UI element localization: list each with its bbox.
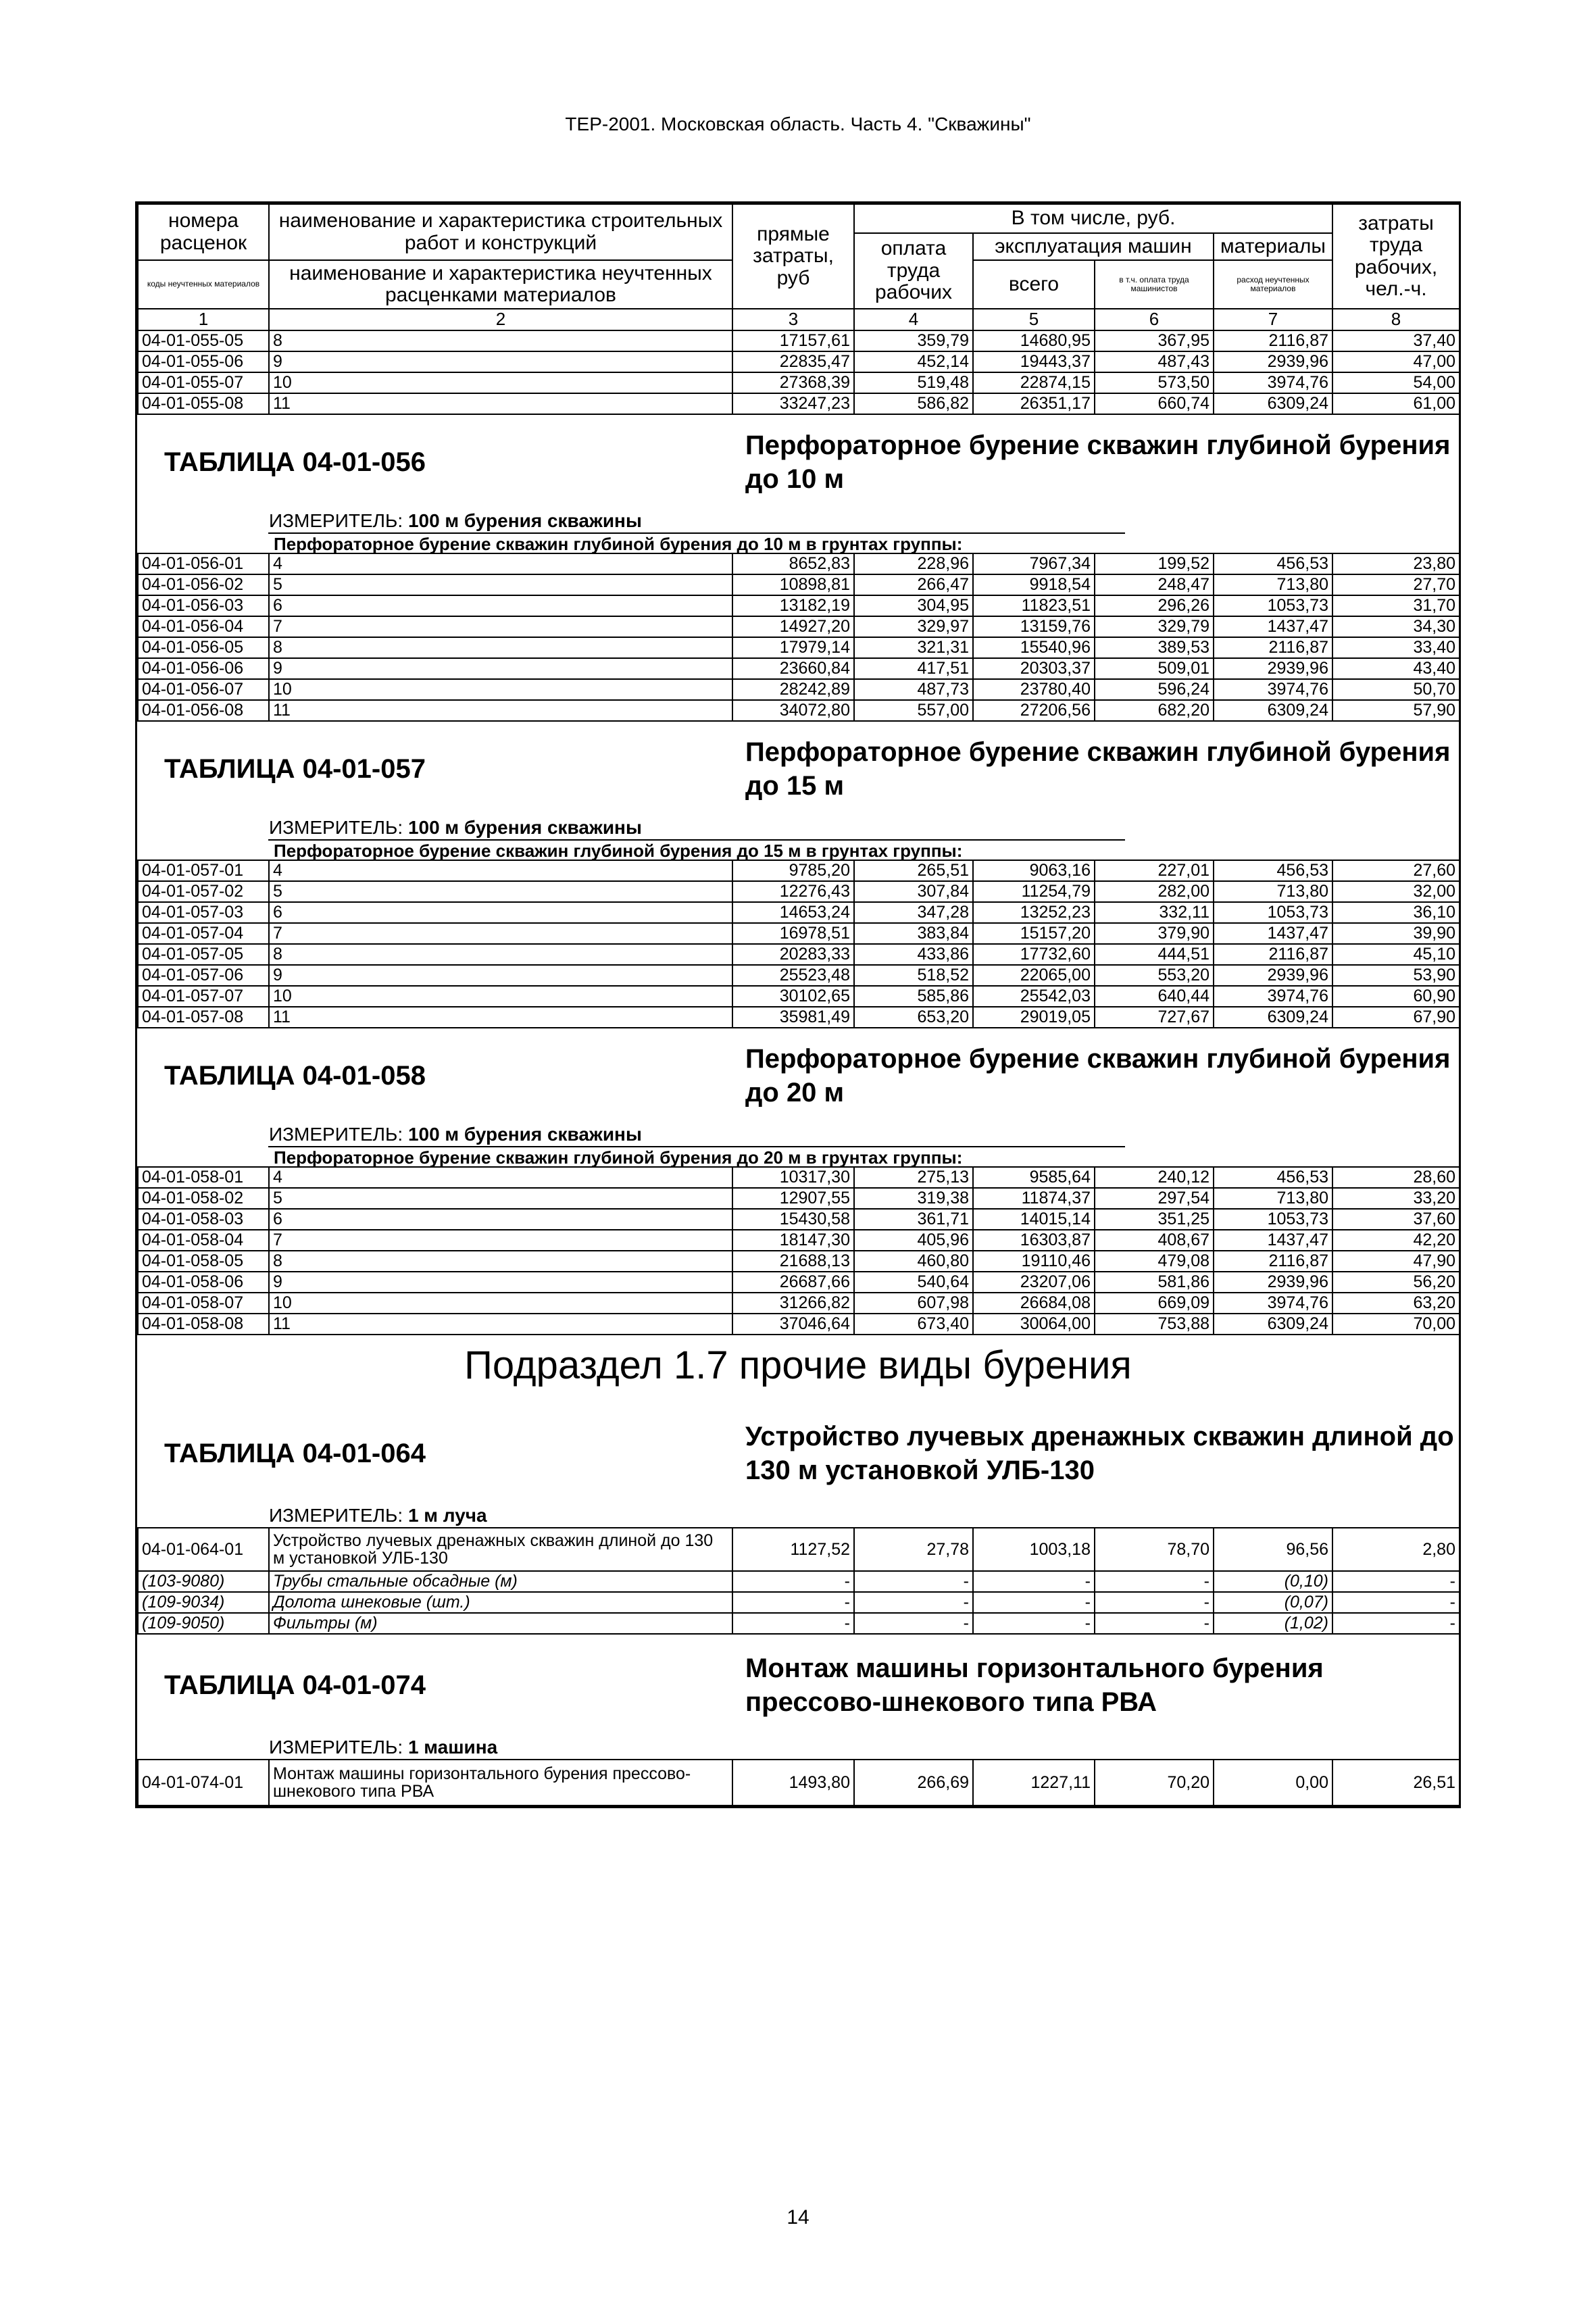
rate-code: 04-01-055-06 xyxy=(138,351,269,372)
table-row: 04-01-056-01 4 8652,83 228,96 7967,34 199,52 456,53 23,80 xyxy=(138,553,1460,574)
measure-line: ИЗМЕРИТЕЛЬ: 1 м луча xyxy=(269,1505,487,1526)
column-numbers-row xyxy=(138,309,1460,330)
rates-table xyxy=(137,1166,1460,1335)
work-group: 9 xyxy=(269,351,732,372)
table-block-074 xyxy=(137,1635,1459,1806)
table-row: 04-01-056-03 6 13182,19 304,95 11823,51 296,26 1053,73 31,70 xyxy=(138,595,1460,616)
rate-code: 04-01-057-06 xyxy=(138,965,269,986)
measure-line: ИЗМЕРИТЕЛЬ: 100 м бурения скважины xyxy=(269,510,642,531)
table-id: ТАБЛИЦА 04-01-058 xyxy=(164,1060,426,1091)
col-code-subheader: коды неучтенных материалов xyxy=(138,260,269,309)
table-title: Монтаж машины горизонтального бурения прессово-шнекового типа РВА xyxy=(745,1653,1324,1717)
table-row: 04-01-057-02 5 12276,43 307,84 11254,79 282,00 713,80 32,00 xyxy=(138,881,1460,902)
col-code-header: номера расценок xyxy=(138,204,269,260)
work-group: 11 xyxy=(269,700,732,721)
work-group: 7 xyxy=(269,923,732,944)
rate-code: 04-01-074-01 xyxy=(138,1760,269,1806)
rate-code: 04-01-055-07 xyxy=(138,372,269,393)
measure-line: ИЗМЕРИТЕЛЬ: 100 м бурения скважины xyxy=(269,1124,642,1145)
col-incl-group-header: В том числе, руб. xyxy=(854,204,1332,233)
work-group: 10 xyxy=(269,1293,732,1314)
work-group: 4 xyxy=(269,553,732,574)
work-group: 7 xyxy=(269,1230,732,1251)
work-group: 8 xyxy=(269,944,732,965)
work-group: 8 xyxy=(269,637,732,658)
table-row: 04-01-056-05 8 17979,14 321,31 15540,96 389,53 2116,87 33,40 xyxy=(138,637,1460,658)
table-row: 04-01-064-01 Устройство лучевых дренажных скважин длиной до 130 м установкой УЛБ-130 1127,52 27,78 1003,18 78,70 96,56 2,80 xyxy=(138,1528,1460,1571)
work-group: 6 xyxy=(269,1209,732,1230)
group-heading: Перфораторное бурение скважин глубиной бурения до 20 м в грунтах группы: xyxy=(268,1146,1125,1166)
table-row: 04-01-055-07 10 27368,39 519,48 22874,15 573,50 3974,76 54,00 xyxy=(138,372,1460,393)
rate-code: 04-01-057-01 xyxy=(138,860,269,881)
table-row: 04-01-057-07 10 30102,65 585,86 25542,03 640,44 3974,76 60,90 xyxy=(138,986,1460,1007)
table-row: 04-01-056-04 7 14927,20 329,97 13159,76 329,79 1437,47 34,30 xyxy=(138,616,1460,637)
rate-code: 04-01-056-02 xyxy=(138,574,269,595)
work-group: 11 xyxy=(269,1007,732,1028)
table-block-064 xyxy=(137,1403,1459,1635)
work-group: 11 xyxy=(269,1314,732,1335)
work-group: 5 xyxy=(269,1188,732,1209)
rates-table-064 xyxy=(137,1527,1460,1635)
table-row: 04-01-057-05 8 20283,33 433,86 17732,60 444,51 2116,87 45,10 xyxy=(138,944,1460,965)
work-group: Долота шнековые (шт.) xyxy=(269,1592,732,1613)
column-number: 3 xyxy=(732,309,854,330)
page-header: ТЕР-2001. Московская область. Часть 4. "Скважины" xyxy=(565,114,1031,134)
column-number: 5 xyxy=(973,309,1095,330)
work-group: 10 xyxy=(269,986,732,1007)
rate-code: 04-01-058-03 xyxy=(138,1209,269,1230)
rates-table xyxy=(137,553,1460,722)
material-row: (109-9050) Фильтры (м) - - - - (1,02) - xyxy=(138,1613,1460,1634)
rate-code: (109-9034) xyxy=(138,1592,269,1613)
table-row: 04-01-058-04 7 18147,30 405,96 16303,87 408,67 1437,47 42,20 xyxy=(138,1230,1460,1251)
table-block xyxy=(137,1028,1459,1335)
column-number: 7 xyxy=(1214,309,1332,330)
rate-code: 04-01-057-08 xyxy=(138,1007,269,1028)
measure-line: ИЗМЕРИТЕЛЬ: 100 м бурения скважины xyxy=(269,817,642,838)
group-heading: Перфораторное бурение скважин глубиной бурения до 15 м в грунтах группы: xyxy=(268,839,1125,860)
work-group: 7 xyxy=(269,616,732,637)
table-row: 04-01-056-06 9 23660,84 417,51 20303,37 509,01 2939,96 43,40 xyxy=(138,658,1460,679)
col-wage-header: оплата труда рабочих xyxy=(854,233,973,309)
table-title: Перфораторное бурение скважин глубиной бурения до 20 м xyxy=(745,1044,1451,1107)
table-row: 04-01-058-07 10 31266,82 607,98 26684,08 669,09 3974,76 63,20 xyxy=(138,1293,1460,1314)
work-group: 4 xyxy=(269,1167,732,1188)
col-name-header: наименование и характеристика строительных работ и конструкций xyxy=(269,204,732,260)
table-id: ТАБЛИЦА 04-01-056 xyxy=(164,447,426,477)
work-group: 8 xyxy=(269,1251,732,1272)
work-group: 9 xyxy=(269,658,732,679)
table-row: 04-01-055-08 11 33247,23 586,82 26351,17 660,74 6309,24 61,00 xyxy=(138,393,1460,414)
table-row: 04-01-057-01 4 9785,20 265,51 9063,16 227,01 456,53 27,60 xyxy=(138,860,1460,881)
rate-code: 04-01-056-04 xyxy=(138,616,269,637)
material-row: (109-9034) Долота шнековые (шт.) - - - - (0,07) - xyxy=(138,1592,1460,1613)
group-heading: Перфораторное бурение скважин глубиной бурения до 10 м в грунтах группы: xyxy=(268,532,1125,553)
table-row: 04-01-058-02 5 12907,55 319,38 11874,37 297,54 713,80 33,20 xyxy=(138,1188,1460,1209)
col-name-subheader: наименование и характеристика неучтенных расценками материалов xyxy=(269,260,732,309)
rate-code: 04-01-055-05 xyxy=(138,330,269,351)
work-group: 9 xyxy=(269,1272,732,1293)
rate-code: 04-01-056-03 xyxy=(138,595,269,616)
table-row: 04-01-057-06 9 25523,48 518,52 22065,00 553,20 2939,96 53,90 xyxy=(138,965,1460,986)
col-machines-total-header: всего xyxy=(973,260,1095,309)
material-row: (103-9080) Трубы стальные обсадные (м) - - - - (0,10) - xyxy=(138,1571,1460,1592)
column-number: 2 xyxy=(269,309,732,330)
measure-line: ИЗМЕРИТЕЛЬ: 1 машина xyxy=(269,1737,498,1758)
table-row: 04-01-057-03 6 14653,24 347,28 13252,23 332,11 1053,73 36,10 xyxy=(138,902,1460,923)
table-row: 04-01-055-05 8 17157,61 359,79 14680,95 367,95 2116,87 37,40 xyxy=(138,330,1460,351)
rate-code: 04-01-057-05 xyxy=(138,944,269,965)
work-name: Устройство лучевых дренажных скважин длиной до 130 м установкой УЛБ-130 xyxy=(269,1528,732,1571)
work-group: 9 xyxy=(269,965,732,986)
rate-code: 04-01-057-02 xyxy=(138,881,269,902)
table-block xyxy=(137,722,1459,1028)
table-row: 04-01-058-08 11 37046,64 673,40 30064,00 753,88 6309,24 70,00 xyxy=(138,1314,1460,1335)
page-number: 14 xyxy=(787,2206,809,2229)
table-id: ТАБЛИЦА 04-01-057 xyxy=(164,753,426,784)
table-row: 04-01-056-08 11 34072,80 557,00 27206,56 682,20 6309,24 57,90 xyxy=(138,700,1460,721)
rate-code: 04-01-057-07 xyxy=(138,986,269,1007)
column-number: 6 xyxy=(1095,309,1214,330)
rate-code: 04-01-056-08 xyxy=(138,700,269,721)
table-row: 04-01-057-04 7 16978,51 383,84 15157,20 379,90 1437,47 39,90 xyxy=(138,923,1460,944)
work-group: 10 xyxy=(269,372,732,393)
table-row: 04-01-055-06 9 22835,47 452,14 19443,37 487,43 2939,96 47,00 xyxy=(138,351,1460,372)
rate-code: 04-01-058-07 xyxy=(138,1293,269,1314)
table-block xyxy=(137,415,1459,722)
rate-code: (109-9050) xyxy=(138,1613,269,1634)
rate-code: 04-01-064-01 xyxy=(138,1528,269,1571)
column-number: 1 xyxy=(138,309,269,330)
column-number: 8 xyxy=(1332,309,1460,330)
rate-code: 04-01-058-02 xyxy=(138,1188,269,1209)
rates-table xyxy=(137,860,1460,1028)
table-row: 04-01-074-01 Монтаж машины горизонтального бурения прессово-шнекового типа РВА 1493,80 266,69 1227,11 70,20 0,00 26,51 xyxy=(138,1760,1460,1806)
table-row: 04-01-056-02 5 10898,81 266,47 9918,54 248,47 713,80 27,70 xyxy=(138,574,1460,595)
work-group: 6 xyxy=(269,902,732,923)
work-group: 11 xyxy=(269,393,732,414)
table-row: 04-01-058-06 9 26687,66 540,64 23207,06 581,86 2939,96 56,20 xyxy=(138,1272,1460,1293)
rate-code: 04-01-056-06 xyxy=(138,658,269,679)
top-rows xyxy=(138,330,1460,414)
work-group: 4 xyxy=(269,860,732,881)
rates-table-074 xyxy=(137,1759,1460,1806)
col-unaccounted-materials-header: расход неучтенных материалов xyxy=(1214,260,1332,309)
table-row: 04-01-056-07 10 28242,89 487,73 23780,40 596,24 3974,76 50,70 xyxy=(138,679,1460,700)
rate-code: 04-01-058-06 xyxy=(138,1272,269,1293)
work-group: Фильтры (м) xyxy=(269,1613,732,1634)
table-row: 04-01-058-05 8 21688,13 460,80 19110,46 479,08 2116,87 47,90 xyxy=(138,1251,1460,1272)
table-row: 04-01-057-08 11 35981,49 653,20 29019,05 727,67 6309,24 67,90 xyxy=(138,1007,1460,1028)
table-row: 04-01-058-03 6 15430,58 361,71 14015,14 351,25 1053,73 37,60 xyxy=(138,1209,1460,1230)
table-title: Перфораторное бурение скважин глубиной бурения до 10 м xyxy=(745,430,1451,494)
rate-code: 04-01-058-01 xyxy=(138,1167,269,1188)
rate-code: 04-01-056-01 xyxy=(138,553,269,574)
rate-code: 04-01-058-05 xyxy=(138,1251,269,1272)
rate-code: (103-9080) xyxy=(138,1571,269,1592)
rate-code: 04-01-058-04 xyxy=(138,1230,269,1251)
table-title: Устройство лучевых дренажных скважин длиной до 130 м установкой УЛБ-130 xyxy=(745,1422,1454,1485)
work-group: 5 xyxy=(269,574,732,595)
table-id: ТАБЛИЦА 04-01-064 xyxy=(164,1438,426,1468)
work-group: 6 xyxy=(269,595,732,616)
rate-code: 04-01-055-08 xyxy=(138,393,269,414)
rate-code: 04-01-057-04 xyxy=(138,923,269,944)
rate-code: 04-01-058-08 xyxy=(138,1314,269,1335)
col-machinists-wage-header: в т.ч. оплата труда машинистов xyxy=(1095,260,1214,309)
column-number: 4 xyxy=(854,309,973,330)
work-name: Монтаж машины горизонтального бурения прессово-шнекового типа РВА xyxy=(269,1760,732,1806)
work-group: 10 xyxy=(269,679,732,700)
rate-code: 04-01-056-05 xyxy=(138,637,269,658)
work-group: 8 xyxy=(269,330,732,351)
rate-code: 04-01-056-07 xyxy=(138,679,269,700)
work-group: Трубы стальные обсадные (м) xyxy=(269,1571,732,1592)
rate-code: 04-01-057-03 xyxy=(138,902,269,923)
col-direct-costs-header: прямые затраты, руб xyxy=(732,204,854,309)
subsection-title: Подраздел 1.7 прочие виды бурения xyxy=(464,1343,1132,1387)
col-materials-header: материалы xyxy=(1214,233,1332,260)
col-labor-header: затраты труда рабочих, чел.-ч. xyxy=(1332,204,1460,309)
header-table xyxy=(137,203,1460,415)
work-group: 5 xyxy=(269,881,732,902)
table-title: Перфораторное бурение скважин глубиной бурения до 15 м xyxy=(745,737,1451,801)
estimate-document xyxy=(135,201,1461,1808)
col-machines-header: эксплуатация машин xyxy=(973,233,1214,260)
table-row: 04-01-058-01 4 10317,30 275,13 9585,64 240,12 456,53 28,60 xyxy=(138,1167,1460,1188)
table-id: ТАБЛИЦА 04-01-074 xyxy=(164,1670,426,1700)
